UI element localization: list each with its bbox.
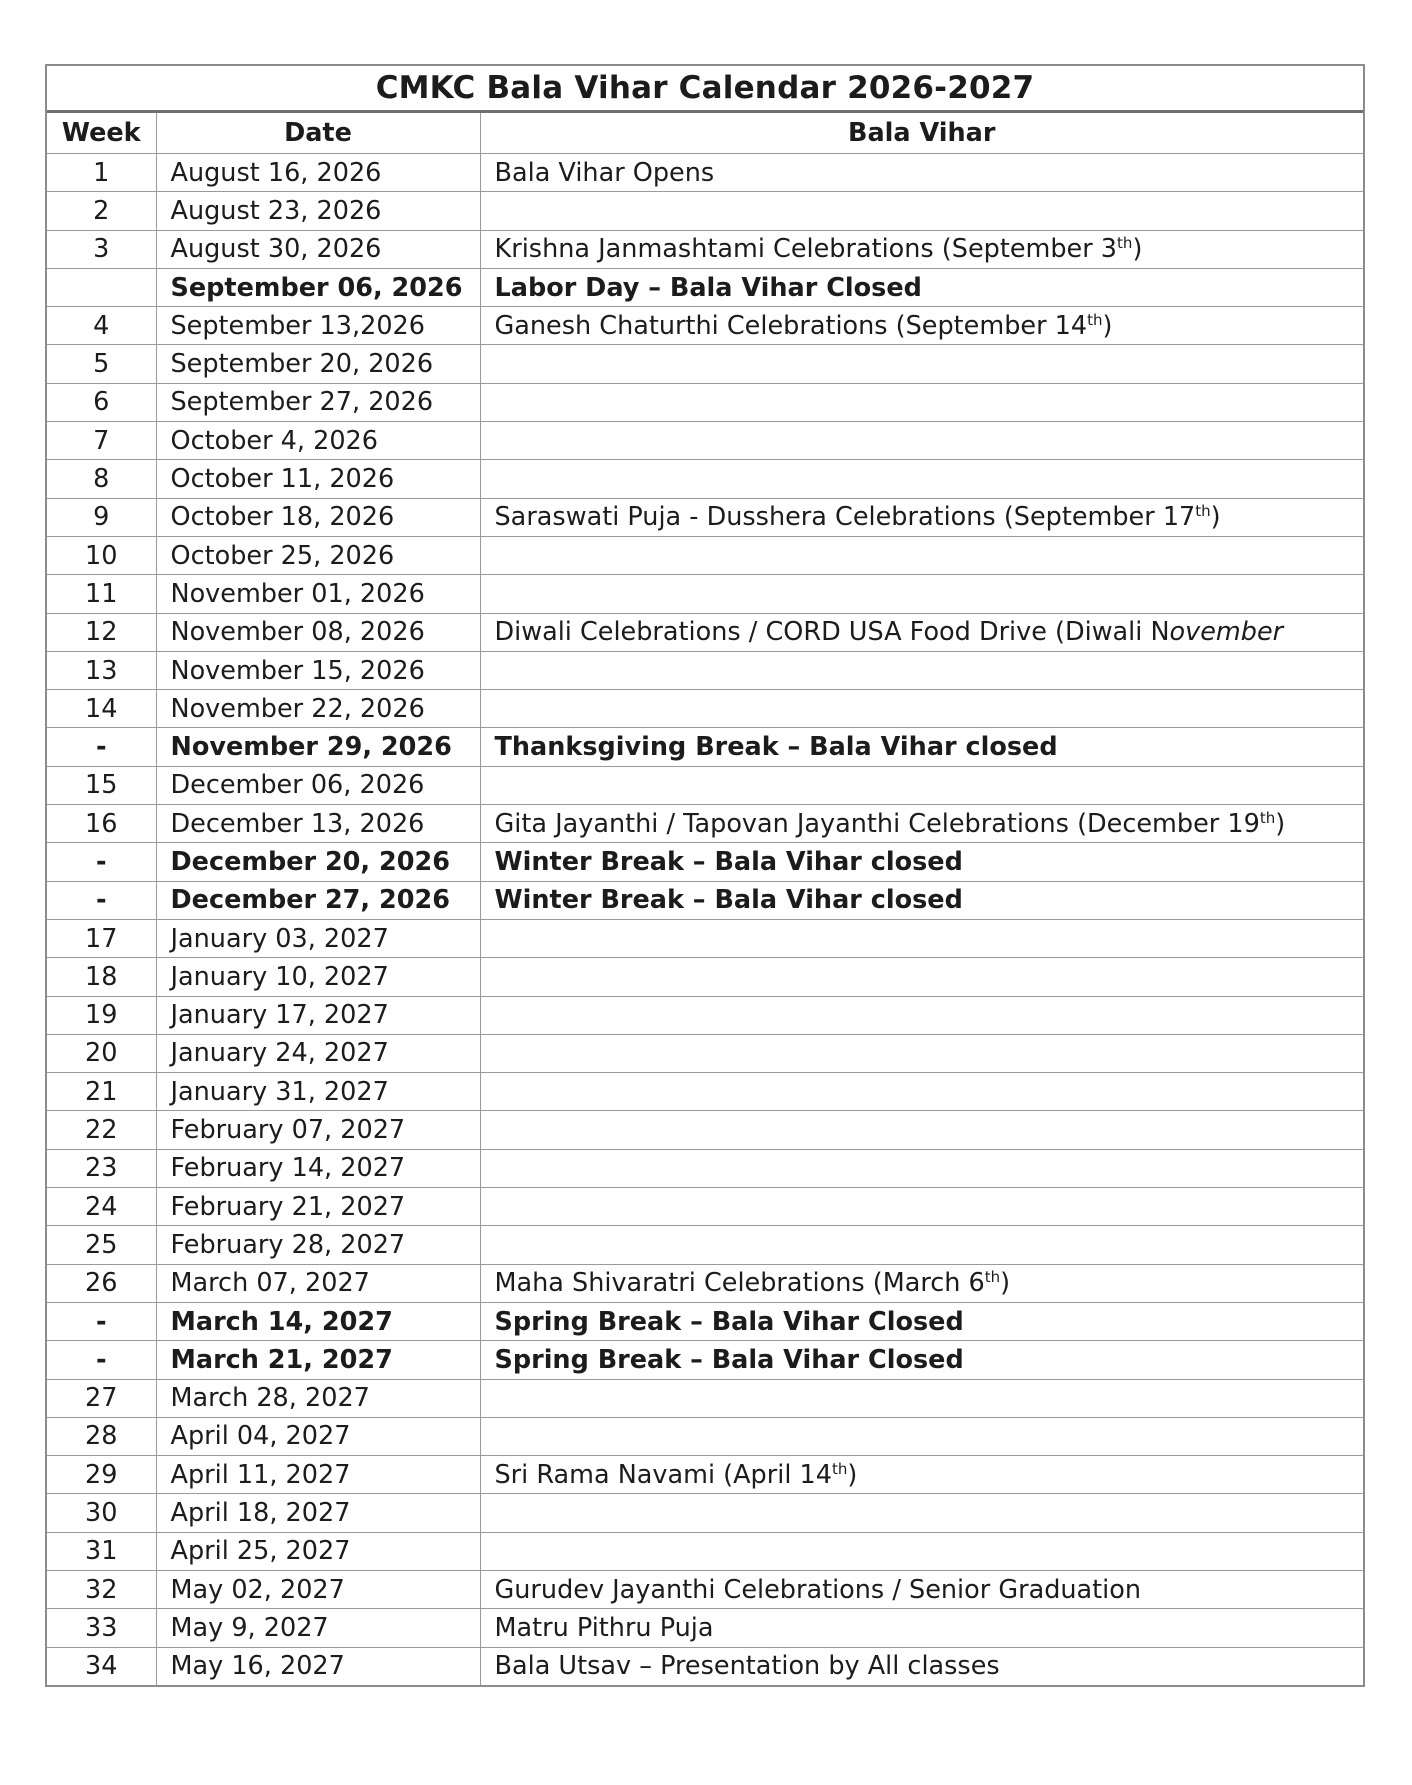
table-row <box>47 690 1363 728</box>
table-row <box>47 1264 1363 1302</box>
week-cell: 4 <box>47 307 156 345</box>
column-header-event: Bala Vihar <box>480 113 1363 154</box>
table-row <box>47 766 1363 804</box>
week-cell: - <box>47 1302 156 1340</box>
table-row <box>47 613 1363 651</box>
week-cell: 5 <box>47 345 156 383</box>
event-text: Winter Break – Bala Vihar closed <box>494 846 963 877</box>
event-cell <box>480 268 1363 306</box>
event-text: Sri Rama Navami (April 14 <box>494 1459 832 1490</box>
week-cell: 18 <box>47 958 156 996</box>
date-cell: April 18, 2027 <box>156 1494 480 1532</box>
event-cell <box>480 192 1363 230</box>
event-cell <box>480 1302 1363 1340</box>
table-row <box>47 1647 1363 1685</box>
date-cell: April 04, 2027 <box>156 1417 480 1455</box>
week-cell <box>47 268 156 306</box>
date-cell: February 07, 2027 <box>156 1111 480 1149</box>
table-row <box>47 805 1363 843</box>
date-cell: November 29, 2026 <box>156 728 480 766</box>
date-cell: December 06, 2026 <box>156 766 480 804</box>
week-cell: 17 <box>47 919 156 957</box>
table-row <box>47 268 1363 306</box>
week-cell: 6 <box>47 383 156 421</box>
ordinal-suffix: th <box>1259 808 1276 827</box>
date-cell: November 15, 2026 <box>156 651 480 689</box>
week-cell: 23 <box>47 1149 156 1187</box>
event-cell <box>480 460 1363 498</box>
event-text: Thanksgiving Break – Bala Vihar closed <box>494 732 1058 763</box>
week-cell: 19 <box>47 996 156 1034</box>
table-row <box>47 1226 1363 1264</box>
event-cell <box>480 1532 1363 1570</box>
date-cell: May 16, 2027 <box>156 1647 480 1685</box>
week-cell: 33 <box>47 1609 156 1647</box>
week-cell: 1 <box>47 154 156 192</box>
event-text: Matru Pithru Puja <box>494 1612 714 1643</box>
table-row <box>47 1417 1363 1455</box>
event-cell <box>480 1149 1363 1187</box>
week-cell: 13 <box>47 651 156 689</box>
event-cell <box>480 881 1363 919</box>
event-cell <box>480 1570 1363 1608</box>
event-text: Bala Vihar Opens <box>494 157 715 188</box>
table-row <box>47 1034 1363 1072</box>
event-text: Ganesh Chaturthi Celebrations (September 14 <box>494 310 1088 341</box>
date-cell: March 07, 2027 <box>156 1264 480 1302</box>
event-text: Spring Break – Bala Vihar Closed <box>494 1306 964 1337</box>
date-cell: September 13,2026 <box>156 307 480 345</box>
table-body <box>47 154 1363 1685</box>
date-cell: March 21, 2027 <box>156 1341 480 1379</box>
event-cell <box>480 1188 1363 1226</box>
table-row <box>47 1073 1363 1111</box>
table-row <box>47 651 1363 689</box>
date-cell: September 20, 2026 <box>156 345 480 383</box>
date-cell: August 16, 2026 <box>156 154 480 192</box>
event-text: Winter Break – Bala Vihar closed <box>494 885 963 916</box>
week-cell: 2 <box>47 192 156 230</box>
table-row <box>47 1532 1363 1570</box>
event-text: Bala Utsav – Presentation by All classes <box>494 1651 1000 1682</box>
week-cell: - <box>47 728 156 766</box>
date-cell: October 18, 2026 <box>156 498 480 536</box>
table-row <box>47 1302 1363 1340</box>
week-cell: 26 <box>47 1264 156 1302</box>
table-header-row <box>47 113 1363 154</box>
week-cell: 30 <box>47 1494 156 1532</box>
event-cell <box>480 1226 1363 1264</box>
date-cell: February 28, 2027 <box>156 1226 480 1264</box>
calendar-document <box>45 64 1365 1687</box>
table-row <box>47 1188 1363 1226</box>
event-cell <box>480 1111 1363 1149</box>
date-cell: February 14, 2027 <box>156 1149 480 1187</box>
week-cell: 7 <box>47 422 156 460</box>
date-cell: November 22, 2026 <box>156 690 480 728</box>
event-cell <box>480 805 1363 843</box>
table-row <box>47 498 1363 536</box>
week-cell: 24 <box>47 1188 156 1226</box>
date-cell: November 08, 2026 <box>156 613 480 651</box>
event-cell <box>480 1647 1363 1685</box>
event-cell <box>480 422 1363 460</box>
event-cell <box>480 1264 1363 1302</box>
date-cell: December 13, 2026 <box>156 805 480 843</box>
date-cell: January 10, 2027 <box>156 958 480 996</box>
ordinal-suffix: th <box>1087 310 1103 329</box>
date-cell: January 03, 2027 <box>156 919 480 957</box>
table-row <box>47 1570 1363 1608</box>
event-cell <box>480 1073 1363 1111</box>
table-row <box>47 575 1363 613</box>
ordinal-suffix: th <box>1117 234 1133 253</box>
date-cell: May 9, 2027 <box>156 1609 480 1647</box>
date-cell: October 4, 2026 <box>156 422 480 460</box>
date-cell: August 23, 2026 <box>156 192 480 230</box>
date-cell: September 06, 2026 <box>156 268 480 306</box>
event-text-tail: ) <box>1102 310 1113 341</box>
table-row <box>47 1149 1363 1187</box>
ordinal-suffix: th <box>1195 502 1211 521</box>
table-row <box>47 843 1363 881</box>
date-cell: January 24, 2027 <box>156 1034 480 1072</box>
event-cell <box>480 575 1363 613</box>
date-cell: December 20, 2026 <box>156 843 480 881</box>
date-cell: January 17, 2027 <box>156 996 480 1034</box>
week-cell: 10 <box>47 536 156 574</box>
table-row <box>47 1379 1363 1417</box>
week-cell: 25 <box>47 1226 156 1264</box>
table-row <box>47 307 1363 345</box>
event-cell <box>480 1341 1363 1379</box>
column-header-week: Week <box>47 113 156 154</box>
event-cell <box>480 383 1363 421</box>
event-text: Diwali Celebrations / CORD USA Food Drive (Diwali N <box>494 617 1170 648</box>
event-text-tail: ) <box>847 1459 858 1490</box>
table-row <box>47 422 1363 460</box>
table-row <box>47 154 1363 192</box>
event-cell <box>480 996 1363 1034</box>
event-cell <box>480 1609 1363 1647</box>
date-cell: April 11, 2027 <box>156 1456 480 1494</box>
event-text: Krishna Janmashtami Celebrations (September 3 <box>494 234 1118 265</box>
date-cell: February 21, 2027 <box>156 1188 480 1226</box>
week-cell: 3 <box>47 230 156 268</box>
column-header-date: Date <box>156 113 480 154</box>
event-text-tail: ) <box>1132 234 1143 265</box>
event-cell <box>480 919 1363 957</box>
date-cell: August 30, 2026 <box>156 230 480 268</box>
ordinal-suffix: th <box>831 1459 848 1478</box>
week-cell: 32 <box>47 1570 156 1608</box>
event-cell <box>480 1494 1363 1532</box>
week-cell: - <box>47 1341 156 1379</box>
week-cell: 21 <box>47 1073 156 1111</box>
table-row <box>47 1494 1363 1532</box>
event-cell <box>480 307 1363 345</box>
event-cell <box>480 1417 1363 1455</box>
event-cell <box>480 154 1363 192</box>
event-text: Gurudev Jayanthi Celebrations / Senior Graduation <box>494 1574 1142 1605</box>
event-cell <box>480 651 1363 689</box>
event-cell <box>480 958 1363 996</box>
week-cell: 8 <box>47 460 156 498</box>
week-cell: 22 <box>47 1111 156 1149</box>
week-cell: 11 <box>47 575 156 613</box>
event-cell <box>480 536 1363 574</box>
event-text: Labor Day – Bala Vihar Closed <box>494 272 922 303</box>
week-cell: 16 <box>47 805 156 843</box>
date-cell: October 11, 2026 <box>156 460 480 498</box>
calendar-table <box>47 113 1363 1685</box>
table-row <box>47 383 1363 421</box>
event-cell <box>480 613 1363 651</box>
week-cell: 29 <box>47 1456 156 1494</box>
week-cell: 20 <box>47 1034 156 1072</box>
date-cell: March 28, 2027 <box>156 1379 480 1417</box>
week-cell: 27 <box>47 1379 156 1417</box>
date-cell: October 25, 2026 <box>156 536 480 574</box>
event-cell <box>480 766 1363 804</box>
date-cell: November 01, 2026 <box>156 575 480 613</box>
week-cell: - <box>47 881 156 919</box>
table-row <box>47 958 1363 996</box>
ordinal-suffix: th <box>984 1268 1001 1287</box>
week-cell: 14 <box>47 690 156 728</box>
week-cell: 15 <box>47 766 156 804</box>
table-row <box>47 460 1363 498</box>
week-cell: 12 <box>47 613 156 651</box>
table-row <box>47 728 1363 766</box>
table-row <box>47 1341 1363 1379</box>
event-cell <box>480 690 1363 728</box>
event-text: Saraswati Puja - Dusshera Celebrations (September 17 <box>494 502 1196 533</box>
event-text-tail: ) <box>1000 1268 1011 1299</box>
date-cell: September 27, 2026 <box>156 383 480 421</box>
event-text: Maha Shivaratri Celebrations (March 6 <box>494 1268 985 1299</box>
week-cell: 34 <box>47 1647 156 1685</box>
event-cell <box>480 1379 1363 1417</box>
event-cell <box>480 1456 1363 1494</box>
event-cell <box>480 728 1363 766</box>
week-cell: 28 <box>47 1417 156 1455</box>
event-text-italic: ovember <box>1169 617 1284 648</box>
table-row <box>47 919 1363 957</box>
table-row <box>47 996 1363 1034</box>
event-text-tail: ) <box>1275 808 1286 839</box>
week-cell: - <box>47 843 156 881</box>
date-cell: December 27, 2026 <box>156 881 480 919</box>
event-text-tail: ) <box>1210 502 1221 533</box>
date-cell: April 25, 2027 <box>156 1532 480 1570</box>
event-cell <box>480 843 1363 881</box>
event-cell <box>480 498 1363 536</box>
table-row <box>47 1609 1363 1647</box>
table-row <box>47 230 1363 268</box>
table-row <box>47 536 1363 574</box>
week-cell: 31 <box>47 1532 156 1570</box>
table-row <box>47 192 1363 230</box>
table-row <box>47 881 1363 919</box>
event-text: Gita Jayanthi / Tapovan Jayanthi Celebrations (December 19 <box>494 808 1260 839</box>
event-text: Spring Break – Bala Vihar Closed <box>494 1344 964 1375</box>
date-cell: March 14, 2027 <box>156 1302 480 1340</box>
week-cell: 9 <box>47 498 156 536</box>
event-cell <box>480 345 1363 383</box>
date-cell: January 31, 2027 <box>156 1073 480 1111</box>
table-row <box>47 1111 1363 1149</box>
date-cell: May 02, 2027 <box>156 1570 480 1608</box>
event-cell <box>480 230 1363 268</box>
table-row <box>47 1456 1363 1494</box>
table-row <box>47 345 1363 383</box>
event-cell <box>480 1034 1363 1072</box>
page-title: CMKC Bala Vihar Calendar 2026-2027 <box>47 66 1363 113</box>
